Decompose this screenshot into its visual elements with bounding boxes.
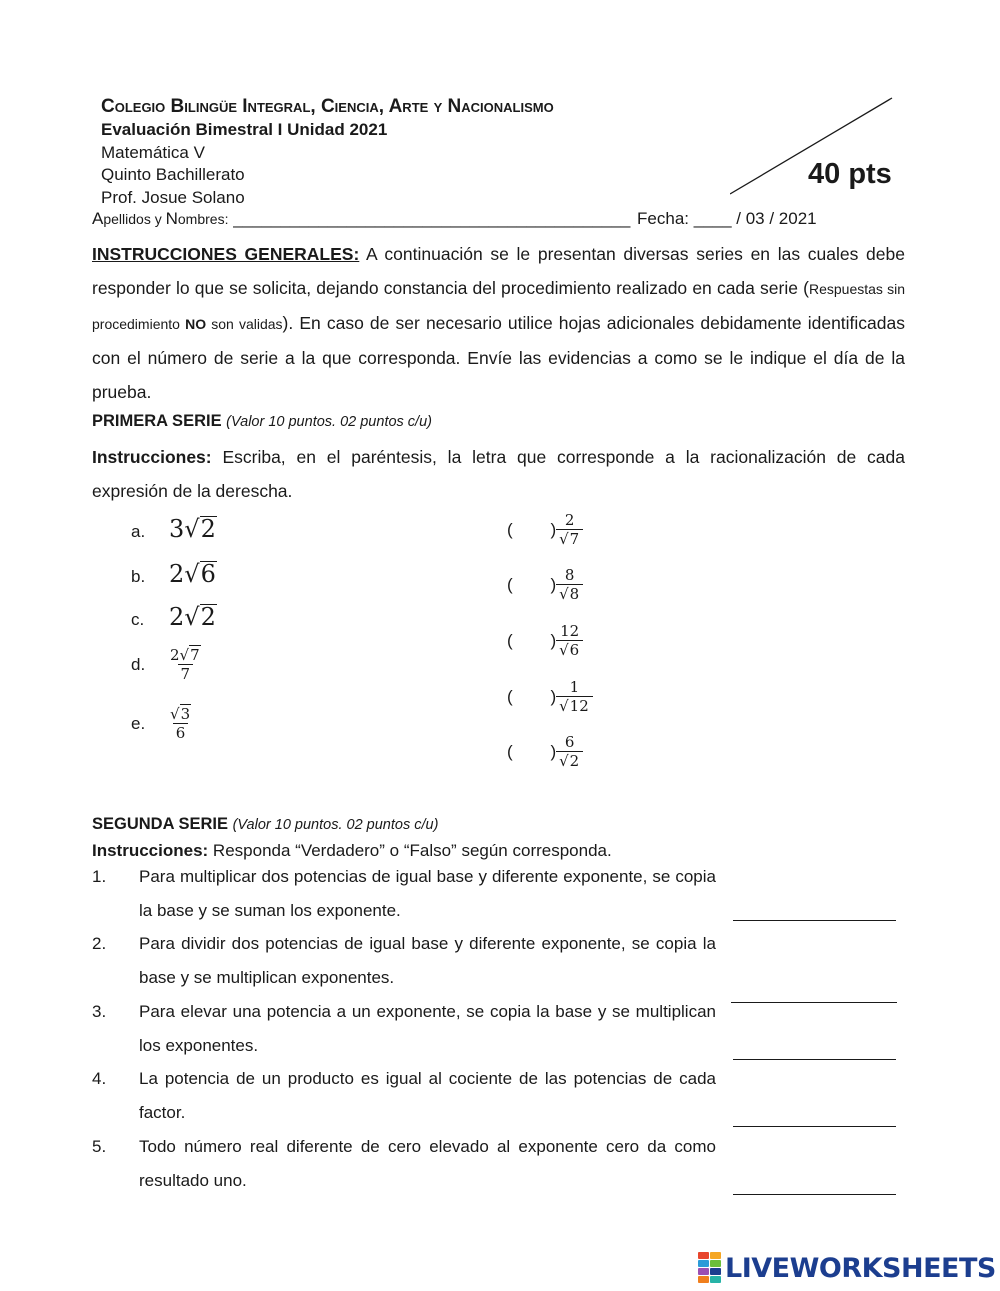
- option-b: b. 2√6: [131, 560, 216, 588]
- tf-item-4: 4. La potencia de un producto es igual al cociente de las potencias de cada factor.: [92, 1069, 716, 1122]
- date-field[interactable]: Fecha: ____ / 03 / 2021: [637, 209, 817, 228]
- answer-paren[interactable]: ( ): [507, 574, 557, 594]
- option-e: e. $\frac{√3}{6}$: [131, 705, 191, 742]
- answer-blank-4[interactable]: [733, 1125, 896, 1127]
- liveworksheets-badge-icon: [698, 1252, 722, 1284]
- answer-paren[interactable]: ( ): [507, 519, 557, 539]
- option-a: a. 3√2: [131, 515, 216, 543]
- expression-row: ( ) $\frac{2}{√7}$: [507, 512, 583, 547]
- exam-title: Evaluación Bimestral I Unidad 2021: [101, 120, 388, 139]
- tf-item-5: 5. Todo número real diferente de cero elevado al exponente cero da como resultado uno.: [92, 1137, 716, 1190]
- school-name: Colegio Bilingüe Integral, Ciencia, Arte y Nacionalismo: [101, 96, 554, 117]
- tf-item-2: 2. Para dividir dos potencias de igual base y diferente exponente, se copia la base y se multiplican exponentes.: [92, 934, 716, 987]
- tf-item-3: 3. Para elevar una potencia a un exponente, se copia la base y se multiplican los exponentes.: [92, 1002, 716, 1055]
- answer-paren[interactable]: ( ): [507, 686, 557, 706]
- answer-blank-3[interactable]: [733, 1058, 896, 1060]
- names-label-4: ombres:: [177, 211, 229, 227]
- series1-heading: PRIMERA SERIE (Valor 10 puntos. 02 puntos c/u): [92, 412, 432, 430]
- expression-row: ( ) $\frac{1}{√12}$: [507, 679, 593, 714]
- series2-instructions: Instrucciones: Responda “Verdadero” o “Falso” según corresponda.: [92, 841, 612, 860]
- answer-blank-2[interactable]: [731, 1001, 897, 1003]
- series2-heading: SEGUNDA SERIE (Valor 10 puntos. 02 puntos c/u): [92, 815, 439, 833]
- answer-paren[interactable]: ( ): [507, 741, 557, 761]
- names-blank[interactable]: __________________________________________: [233, 209, 631, 228]
- answer-blank-1[interactable]: [733, 919, 896, 921]
- answer-blank-5[interactable]: [733, 1193, 896, 1195]
- teacher: Prof. Josue Solano: [101, 188, 245, 207]
- subject: Matemática V: [101, 143, 205, 162]
- names-label: A: [92, 209, 104, 228]
- option-d: d. $\frac{2√7}{7}$: [131, 646, 200, 683]
- general-instructions-heading: INSTRUCCIONES GENERALES:: [92, 244, 360, 264]
- logo-text: LIVEWORKSHEETS: [725, 1252, 996, 1284]
- expression-row: ( ) $\frac{6}{√2}$: [507, 734, 583, 769]
- expression-row: ( ) $\frac{8}{√8}$: [507, 567, 583, 602]
- total-points: 40 pts: [808, 158, 892, 190]
- liveworksheets-logo: [698, 1250, 996, 1286]
- general-instructions: INSTRUCCIONES GENERALES: A continuación se le presentan diversas series en las cuales debe responder lo que se solicita, dejando constancia del procedimiento realizado en cada serie (Respuestas sin procedimiento NO son validas). En caso de ser necesario utilice hojas adicionales debidamente identificadas con el número de serie a la que corresponda. Envíe las evidencias a como se le indique el día de la prueba.: [92, 244, 906, 402]
- answer-paren[interactable]: ( ): [507, 630, 557, 650]
- grade: Quinto Bachillerato: [101, 165, 245, 184]
- names-line: [92, 209, 817, 229]
- expression-row: ( ) $\frac{12}{√6}$: [507, 623, 583, 658]
- series1-instructions: Instrucciones: Escriba, en el paréntesis, la letra que corresponde a la racionalización de cada expresión de la derescha.: [92, 447, 905, 501]
- names-label-2: pellidos y: [103, 211, 166, 227]
- names-label-3: N: [165, 209, 178, 228]
- tf-item-1: 1. Para multiplicar dos potencias de igual base y diferente exponente, se copia la base y se suman los exponente.: [92, 867, 716, 920]
- option-c: c. 2√2: [131, 603, 216, 631]
